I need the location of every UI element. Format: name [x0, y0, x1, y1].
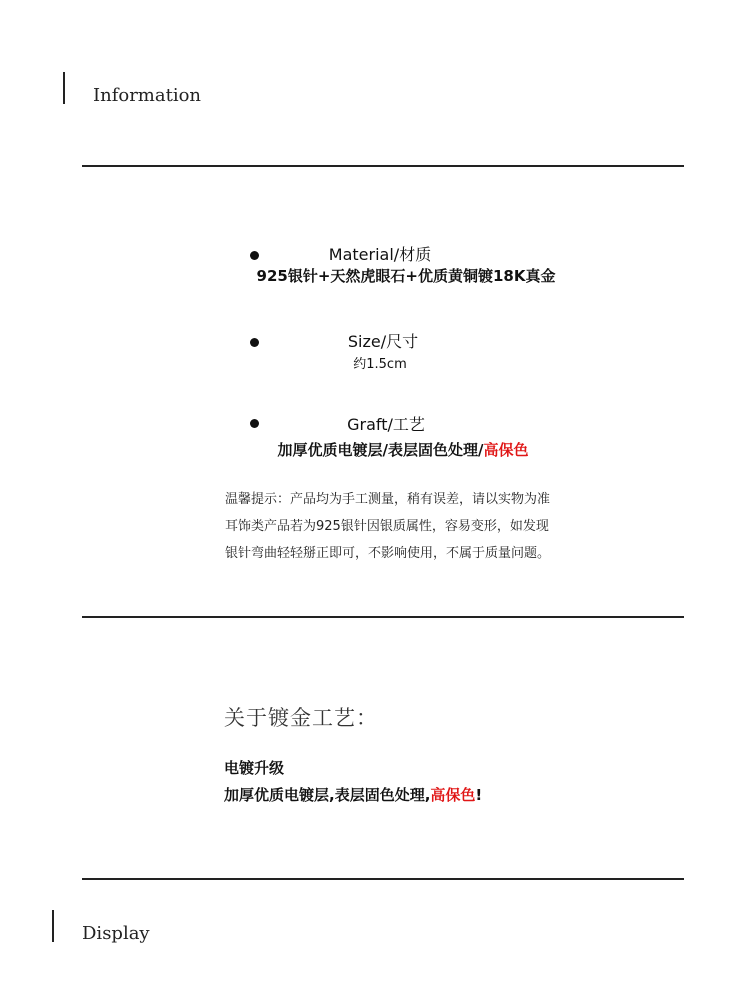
- display-heading: Display: [82, 923, 150, 944]
- material-value: 925银针+天然虎眼石+优质黄铜镀18K真金: [256, 267, 556, 285]
- graft-title: Graft/工艺: [347, 415, 425, 434]
- graft-value-main: 加厚优质电镀层/表层固色处理/: [277, 441, 484, 459]
- tip-line: 耳饰类产品若为925银针因银质属性，容易变形，如发现: [225, 519, 549, 534]
- plating-heading: 关于镀金工艺：: [224, 706, 378, 730]
- plating-detail-main: 加厚优质电镀层,表层固色处理,: [224, 786, 431, 804]
- divider-middle: [82, 616, 684, 618]
- plating-detail-end: !: [475, 786, 483, 804]
- divider-top: [82, 165, 684, 167]
- size-value: 约1.5cm: [353, 357, 407, 372]
- material-title: Material/材质: [328, 245, 432, 264]
- tip-line: 银针弯曲轻轻掰正即可，不影响使用，不属于质量问题。: [225, 546, 551, 561]
- plating-detail-highlight: 高保色: [430, 786, 476, 804]
- display-accent-bar: [52, 910, 54, 942]
- divider-bottom: [82, 878, 684, 880]
- bullet-size: [250, 338, 259, 347]
- size-title: Size/尺寸: [347, 332, 419, 351]
- information-heading: Information: [93, 85, 202, 106]
- graft-value-highlight: 高保色: [483, 441, 529, 459]
- bullet-graft: [250, 419, 259, 428]
- information-accent-bar: [63, 72, 65, 104]
- warm-tip: [225, 486, 605, 567]
- plating-detail: [224, 784, 482, 805]
- graft-value: [230, 439, 576, 460]
- plating-upgrade: 电镀升级: [224, 759, 285, 777]
- tip-line: 温馨提示：产品均为手工测量，稍有误差，请以实物为准: [225, 492, 551, 507]
- bullet-material: [250, 251, 259, 260]
